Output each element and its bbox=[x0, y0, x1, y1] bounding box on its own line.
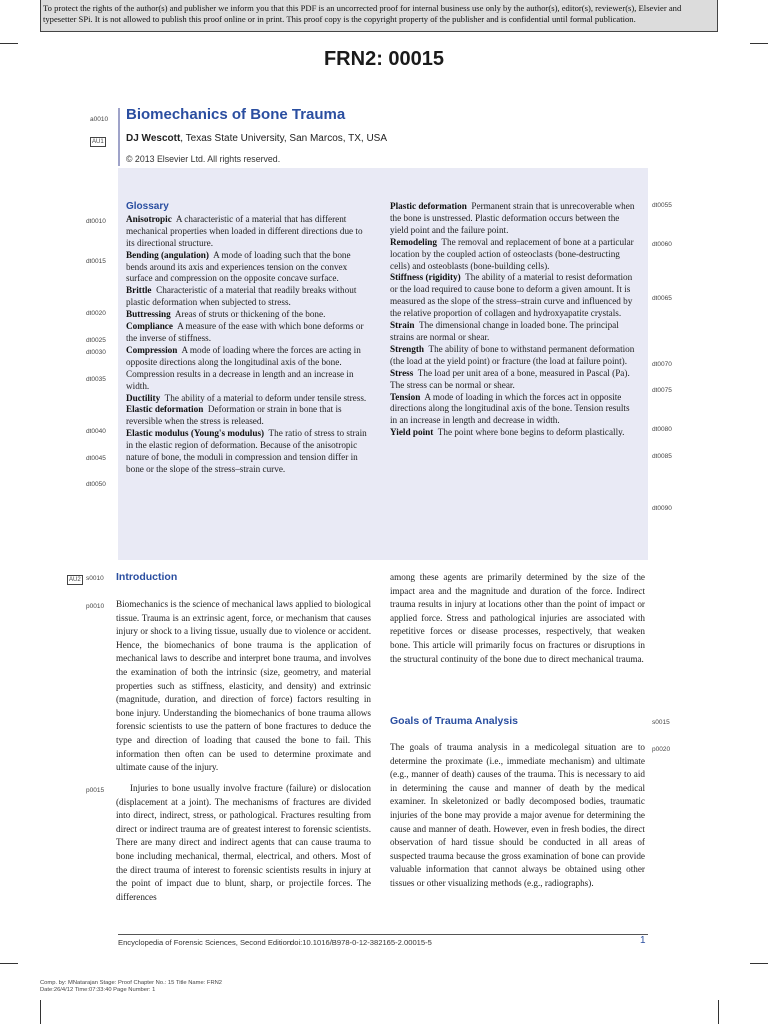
glossary-term: Tension bbox=[390, 391, 421, 402]
glossary-term: Bending (angulation) bbox=[126, 249, 209, 260]
intro-paragraph-2 bbox=[116, 782, 371, 904]
glossary-term: Elastic modulus (Young's modulus) bbox=[126, 428, 265, 439]
glossary-entry bbox=[126, 393, 370, 405]
copyright-line: © 2013 Elsevier Ltd. All rights reserved. bbox=[126, 154, 281, 164]
author-line bbox=[126, 133, 387, 144]
crop-mark-top-right bbox=[750, 43, 768, 44]
glossary-tag: dt0055 bbox=[652, 202, 672, 209]
glossary-left-column bbox=[126, 201, 370, 476]
glossary-entry bbox=[126, 250, 370, 286]
paragraph-text: The goals of trauma analysis in a medicolegal situation are to determine the proximate (i.e., immediate mechanism) and ultimate (e.g., manner of death) causes of the trauma. This is necessary to aid in determining the cause and manner of death by the medical examiner. In skeletonized or badly decomposed bodies, traumatic injuries of the bone may provide a major avenue for determining the cause and manner of death. However, even in fresh bodies, the direct observation of hard tissue should be conducted in all areas of suspected trauma because the gross examination of bone can provide valuable information that cannot always be obtained using other tissues or other visualizing methods (e.g., radiographs). bbox=[390, 742, 645, 888]
glossary-term: Strength bbox=[390, 343, 425, 354]
composition-line: Comp. by: MNatarajan Stage: Proof Chapter No.: 15 Title Name: FRN2 bbox=[40, 980, 223, 986]
glossary-term: Plastic deformation bbox=[390, 201, 467, 211]
glossary-definition: Areas of struts or thickening of the bone. bbox=[174, 309, 326, 320]
glossary-entry bbox=[390, 320, 638, 344]
glossary-definition: The ability of bone to withstand permanent deformation (the load at the yield point) or fracture (the load at failure point). bbox=[390, 343, 635, 366]
glossary-tag: dt0035 bbox=[86, 376, 106, 383]
glossary-tag: dt0015 bbox=[86, 258, 106, 265]
glossary-term: Stiffness (rigidity) bbox=[390, 272, 461, 283]
glossary-entry bbox=[126, 404, 370, 428]
crop-mark-top-left bbox=[0, 43, 18, 44]
glossary-tag: dt0090 bbox=[652, 505, 672, 512]
glossary-definition: The point where bone begins to deform plastically. bbox=[437, 427, 625, 438]
glossary-entry bbox=[126, 321, 370, 345]
glossary-right-column bbox=[390, 201, 638, 439]
glossary-definition: The removal and replacement of bone at a particular location by the coupled action of osteoclasts (bone-destructing cells) and osteoblasts (bone-building cells). bbox=[390, 236, 634, 271]
glossary-definition: The ratio of stress to strain in the elastic region of deformation. Because of the anisotropic nature of bone, the moduli in compression and tension differ in bone or the slope of the stress–strain curve. bbox=[126, 428, 367, 474]
crop-mark-bottom-left bbox=[0, 963, 18, 964]
glossary-term: Strain bbox=[390, 320, 415, 331]
glossary-entry bbox=[390, 427, 638, 439]
glossary-term: Stress bbox=[390, 367, 414, 378]
paragraph-text: Biomechanics is the science of mechanical laws applied to biological tissue. Trauma is an extrinsic agent, force, or mechanism that causes injury or shock to a living tissue, usually due to violence or accident. Hence, the biomechanics of bone trauma is the application of mechanical laws to describe and interpret bone trauma, and involves the examination of both the intrinsic (size, geometry, and material properties such as stiffness, elasticity, and density) and extrinsic (magnitude, duration, and direction of force) factors resulting in bone injury. Understanding the biomechanics of bone trauma allows forensic scientists to use the pattern of bone fractures to deduce the type and direction of loading that caused the bone to fail. This information then often can be used to determine proximate and ultimate cause of the injury. bbox=[116, 599, 371, 773]
glossary-entry bbox=[390, 392, 638, 428]
author-query-tag[interactable]: AU2 bbox=[69, 577, 81, 583]
glossary-tag: dt0080 bbox=[652, 426, 672, 433]
glossary-entry bbox=[390, 237, 638, 273]
glossary-entry bbox=[390, 272, 638, 320]
document-id: FRN2: 00015 bbox=[323, 48, 445, 70]
glossary-term: Elastic deformation bbox=[126, 404, 204, 415]
intro-paragraph-2-continued bbox=[390, 571, 645, 666]
article-tag: a0010 bbox=[90, 116, 109, 123]
paragraph-text: Injuries to bone usually involve fracture (failure) or dislocation (displacement at a joint). The mechanisms of fractures are divided into direct, indirect, stress, or pathological. Fractures resulting from direct or indirect trauma are of greatest interest to forensic scientists. There are many direct and indirect agents that can cause trauma to bone including mechanical, thermal, electrical, and others. Most of the direct trauma of interest to forensic scientists results in injury at the point of impact due to blunt, sharp, or projectile forces. The differences bbox=[116, 783, 371, 902]
glossary-tag: dt0085 bbox=[652, 453, 672, 460]
crop-mark-left-vertical bbox=[40, 1000, 41, 1024]
glossary-entry bbox=[390, 344, 638, 368]
glossary-tag: dt0070 bbox=[652, 361, 672, 368]
glossary-term: Ductility bbox=[126, 392, 161, 403]
footer-rule bbox=[118, 934, 648, 935]
composition-info bbox=[40, 980, 340, 994]
intro-paragraph-1 bbox=[116, 598, 371, 775]
glossary-definition: The dimensional change in loaded bone. The principal strains are normal or shear. bbox=[390, 320, 619, 342]
glossary-entry bbox=[390, 368, 638, 392]
composition-line: Date:26/4/12 Time:07:33:40 Page Number: 1 bbox=[40, 987, 156, 993]
glossary-term: Buttressing bbox=[126, 309, 171, 320]
glossary-definition: A mode of loading such that the bone bends around its axis and experiences tension on the convex surface and compression on the opposite concave surface. bbox=[126, 249, 351, 284]
paragraph-text: among these agents are primarily determined by the size of the impact area and the magnitude and duration of the force. Indirect trauma results in injury at locations other than the point of impact or applied force. Stress and pathological injuries are associated with repetitive forces or disease processes, respectively, that weaken bone. This article will primarily focus on fractures or disruptions in the structural continuity of the bone due to direct mechanical trauma. bbox=[390, 572, 645, 664]
glossary-tag: dt0040 bbox=[86, 428, 106, 435]
doi: doi:10.1016/B978-0-12-382165-2.00015-5 bbox=[290, 938, 432, 947]
glossary-definition: Permanent strain that is unrecoverable when the bone is unstressed. Plastic deformation occurs between the yield point and the failure point. bbox=[390, 201, 635, 235]
goals-paragraph bbox=[390, 741, 645, 891]
glossary-definition: A characteristic of a material that has different mechanical properties when loaded in different directions due to its directional structure. bbox=[126, 213, 363, 248]
author-affiliation: , Texas State University, San Marcos, TX, USA bbox=[180, 133, 388, 144]
glossary-definition: The ability of a material to deform under tensile stress. bbox=[164, 392, 367, 403]
crop-mark-right-vertical bbox=[718, 1000, 719, 1024]
author-name: DJ Wescott bbox=[126, 133, 181, 144]
glossary-term: Compression bbox=[126, 344, 178, 355]
page-number: 1 bbox=[640, 935, 646, 946]
glossary-entry bbox=[126, 345, 370, 393]
glossary-definition: The ability of a material to resist deformation or the load required to cause bone to deform a given amount. It is measured as the slope of the stress–strain curve and influenced by the relative proportion of collagen and hydroxyapatite crystals. bbox=[390, 272, 633, 319]
glossary-entry bbox=[126, 309, 370, 321]
glossary-tag: dt0065 bbox=[652, 295, 672, 302]
article-title: Biomechanics of Bone Trauma bbox=[126, 106, 346, 123]
paragraph-tag: p0010 bbox=[86, 603, 105, 610]
glossary-definition: The load per unit area of a bone, measured in Pascal (Pa). The stress can be normal or shear. bbox=[390, 367, 630, 390]
glossary-term: Compliance bbox=[126, 321, 173, 332]
paragraph-tag: p0015 bbox=[86, 787, 105, 794]
section-tag: s0015 bbox=[652, 719, 670, 726]
glossary-heading: Glossary bbox=[126, 201, 169, 212]
section-tag: s0010 bbox=[86, 575, 104, 582]
glossary-term: Anisotropic bbox=[126, 213, 172, 224]
glossary-entry bbox=[126, 285, 370, 309]
glossary-tag: dt0010 bbox=[86, 218, 106, 225]
glossary-definition: A measure of the ease with which bone deforms or the inverse of stiffness. bbox=[126, 321, 364, 343]
glossary-definition: Deformation or strain in bone that is reversible when the stress is released. bbox=[126, 404, 342, 427]
glossary-tag: dt0060 bbox=[652, 241, 672, 248]
glossary-term: Remodeling bbox=[390, 236, 437, 247]
glossary-entry bbox=[126, 214, 370, 250]
journal-name: Encyclopedia of Forensic Sciences, Second Edition bbox=[118, 938, 292, 947]
glossary-definition: A mode of loading in which the forces act in opposite directions along the longitudinal axis of the bone. Tension results in an increase in length and decrease in width. bbox=[390, 391, 630, 426]
glossary-definition: Characteristic of a material that readily breaks without plastic deformation when subjected to stress. bbox=[126, 285, 357, 308]
glossary-definition: A mode of loading where the forces are acting in opposite directions along the longitudinal axis of the bone. Compression results in a decrease in length and an increase in width. bbox=[126, 344, 361, 391]
glossary-tag: dt0075 bbox=[652, 387, 672, 394]
glossary-tag: dt0025 bbox=[86, 337, 106, 344]
section-heading-introduction: Introduction bbox=[116, 571, 178, 583]
title-rule bbox=[118, 108, 120, 166]
glossary-entry bbox=[126, 428, 370, 476]
glossary-term: Brittle bbox=[126, 285, 152, 296]
author-query-tag[interactable]: AU1 bbox=[92, 139, 104, 145]
glossary-tag: dt0045 bbox=[86, 455, 106, 462]
glossary-tag: dt0030 bbox=[86, 349, 106, 356]
glossary-term: Yield point bbox=[390, 427, 434, 438]
glossary-tag: dt0020 bbox=[86, 310, 106, 317]
glossary-entry bbox=[390, 201, 638, 237]
crop-mark-bottom-right bbox=[750, 963, 768, 964]
section-heading-goals: Goals of Trauma Analysis bbox=[390, 715, 518, 727]
proof-notice: To protect the rights of the author(s) and publisher we inform you that this PDF is an uncorrected proof for internal business use only by the author(s), editor(s), reviewer(s), Elsevier and typesetter SPi. It is not allowed to publish this proof online or in print. This proof copy is the copyright property of the publisher and is confidential until formal publication. bbox=[40, 0, 718, 32]
paragraph-tag: p0020 bbox=[652, 746, 671, 753]
glossary-tag: dt0050 bbox=[86, 481, 106, 488]
